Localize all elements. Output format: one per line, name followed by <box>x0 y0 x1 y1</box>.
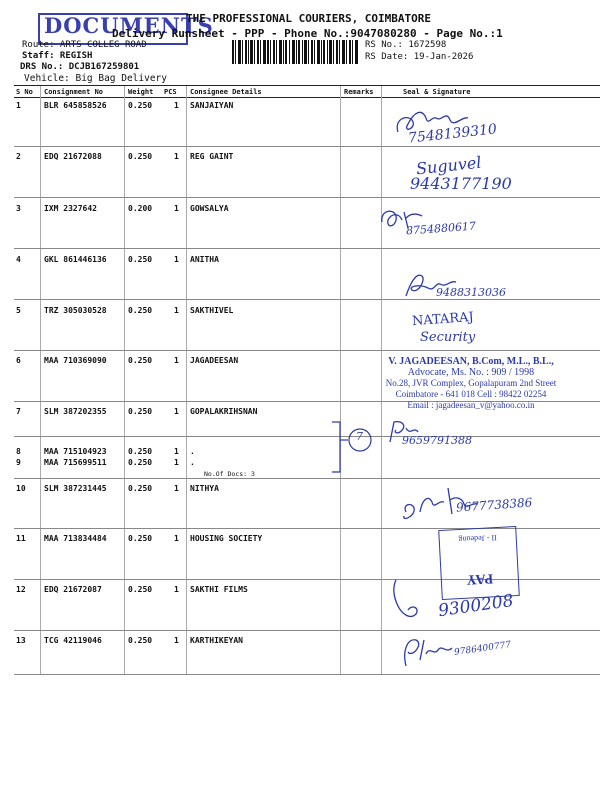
handwritten-name-2: Suguvel <box>415 152 483 179</box>
row-divider <box>14 436 600 437</box>
barcode <box>232 40 360 64</box>
row-8-sno: 8 <box>16 447 21 456</box>
col-seal-header: Seal & Signature <box>403 88 471 96</box>
row-13-consignment: TCG 42119046 <box>44 636 102 645</box>
row-8-pcs: 1 <box>174 447 179 456</box>
handwritten-phone-3: 8754880617 <box>405 219 477 238</box>
row-9-consignment: MAA 715699511 <box>44 458 107 467</box>
handwritten-phone-13: 9786400777 <box>453 640 512 658</box>
handwritten-phone-7: 9659791388 <box>402 434 472 447</box>
row-10-consignee: NITHYA <box>190 484 219 493</box>
row-7-weight: 0.250 <box>128 407 153 416</box>
row-2-consignee: REG GAINT <box>190 152 234 161</box>
row-13-sno: 13 <box>16 636 26 645</box>
documents-stamp: DOCUMENTS <box>44 13 214 38</box>
row-2-consignment: EDQ 21672088 <box>44 152 102 161</box>
col-remarks-header: Remarks <box>344 88 374 96</box>
route: Route: ARTS COLLEG ROAD <box>22 40 147 50</box>
row-divider <box>14 248 600 249</box>
row-divider <box>14 674 600 675</box>
row-10-sno: 10 <box>16 484 26 493</box>
row-11-consignee: HOUSING SOCIETY <box>190 534 263 543</box>
col-pcs-header: PCS <box>164 88 177 96</box>
row-6-consignment: MAA 710369090 <box>44 356 107 365</box>
handwritten-phone-12: 9300208 <box>436 590 515 622</box>
col-weight-header: Weight <box>128 88 154 96</box>
row-5-consignee: SAKTHIVEL <box>190 306 234 315</box>
row-1-consignment: BLR 645858526 <box>44 101 107 110</box>
advocate-stamp-line2: Advocate, Ms. No. : 909 / 1998 <box>407 367 535 378</box>
row-13-weight: 0.250 <box>128 636 153 645</box>
company-name: THE PROFESSIONAL COURIERS, COIMBATORE <box>186 12 432 25</box>
row-11-pcs: 1 <box>174 534 179 543</box>
row-1-sno: 1 <box>16 101 21 110</box>
row-4-pcs: 1 <box>174 255 179 264</box>
row-3-pcs: 1 <box>174 204 179 213</box>
runsheet-title: Delivery Runsheet - PPP - Phone No.:9047080280 - Page No.:1 <box>112 27 503 40</box>
row-12-weight: 0.250 <box>128 585 153 594</box>
pay-stamp <box>438 526 520 600</box>
row-3-consignee: GOWSALYA <box>190 204 229 213</box>
advocate-stamp <box>360 356 582 411</box>
row-6-sno: 6 <box>16 356 21 365</box>
handwritten-note-5b: Security <box>420 330 476 345</box>
row-10-pcs: 1 <box>174 484 179 493</box>
advocate-stamp-line3: No.28, JVR Complex, Gopalapuram 2nd Street <box>385 378 557 388</box>
advocate-stamp-line5: Email : jagadeesan_v@yahoo.co.in <box>407 400 535 410</box>
vehicle: Vehicle: Big Bag Delivery <box>24 73 167 84</box>
handwritten-phone-2: 9443177190 <box>410 174 512 193</box>
row-8-consignee: . <box>190 447 195 456</box>
row-12-consignment: EDQ 21672087 <box>44 585 102 594</box>
col-divider <box>340 86 341 674</box>
row-2-weight: 0.250 <box>128 152 153 161</box>
row-4-consignment: GKL 861446136 <box>44 255 107 264</box>
row-10-weight: 0.250 <box>128 484 153 493</box>
table-top-rule <box>14 85 600 86</box>
row-6-weight: 0.250 <box>128 356 153 365</box>
row-8-weight: 0.250 <box>128 447 153 456</box>
rs-number: RS No.: 1672598 <box>365 40 447 50</box>
col-divider <box>186 86 187 674</box>
row-5-weight: 0.250 <box>128 306 153 315</box>
row-6-pcs: 1 <box>174 356 179 365</box>
signature-12 <box>386 576 434 626</box>
handwritten-note-5: NATARAJ <box>411 309 475 330</box>
row-4-weight: 0.250 <box>128 255 153 264</box>
staff: Staff: REGISH <box>22 51 93 61</box>
row-13-consignee: KARTHIKEYAN <box>190 636 243 645</box>
row-2-sno: 2 <box>16 152 21 161</box>
col-consignment-header: Consignment No <box>44 88 104 96</box>
remark-circled-number: 7 <box>356 430 363 443</box>
pay-stamp-top: II - Jedeung <box>458 533 498 545</box>
advocate-stamp-line4: Coimbatore - 641 018 Cell : 98422 02254 <box>395 389 547 399</box>
row-1-consignee: SANJAIYAN <box>190 101 234 110</box>
row-1-weight: 0.250 <box>128 101 153 110</box>
row-7-consignee: GOPALAKRIHSNAN <box>190 407 258 416</box>
row-9-sno: 9 <box>16 458 21 467</box>
row-12-consignee: SAKTHI FILMS <box>190 585 248 594</box>
row-13-pcs: 1 <box>174 636 179 645</box>
row-5-sno: 5 <box>16 306 21 315</box>
row-10-consignment: SLM 387231445 <box>44 484 107 493</box>
row-8-consignment: MAA 715104923 <box>44 447 107 456</box>
row-divider <box>14 478 600 479</box>
table-header-rule <box>14 97 600 98</box>
row-7-pcs: 1 <box>174 407 179 416</box>
drs-number: DRS No.: DCJB167259801 <box>20 62 140 72</box>
row-4-sno: 4 <box>16 255 21 264</box>
signature-13 <box>398 630 458 674</box>
col-consignee-header: Consignee Details <box>190 88 262 96</box>
row-9-weight: 0.250 <box>128 458 153 467</box>
row-divider <box>14 146 600 147</box>
row-divider <box>14 299 600 300</box>
no-of-docs: No.Of Docs: 3 <box>204 470 255 478</box>
handwritten-phone-4: 9488313036 <box>436 286 506 299</box>
row-12-sno: 12 <box>16 585 26 594</box>
col-divider <box>40 86 41 674</box>
row-11-sno: 11 <box>16 534 26 543</box>
row-divider <box>14 197 600 198</box>
row-11-consignment: MAA 713834484 <box>44 534 107 543</box>
col-sno-header: S No <box>16 88 33 96</box>
advocate-stamp-line1: V. JAGADEESAN, B.Com, M.L., B.L., <box>388 356 554 367</box>
handwritten-phone-1: 7548139310 <box>407 121 498 147</box>
rs-date: RS Date: 19-Jan-2026 <box>365 52 474 62</box>
col-divider <box>124 86 125 674</box>
row-5-consignment: TRZ 305030528 <box>44 306 107 315</box>
pay-stamp-main: PAY <box>466 570 494 587</box>
row-4-consignee: ANITHA <box>190 255 219 264</box>
row-3-weight: 0.200 <box>128 204 153 213</box>
row-3-sno: 3 <box>16 204 21 213</box>
row-9-pcs: 1 <box>174 458 179 467</box>
row-7-consignment: SLM 387202355 <box>44 407 107 416</box>
row-3-consignment: IXM 2327642 <box>44 204 97 213</box>
row-11-weight: 0.250 <box>128 534 153 543</box>
row-divider <box>14 350 600 351</box>
bracket-mark <box>318 420 378 476</box>
row-divider <box>14 630 600 631</box>
row-1-pcs: 1 <box>174 101 179 110</box>
row-6-consignee: JAGADEESAN <box>190 356 239 365</box>
row-9-consignee: . <box>190 458 195 467</box>
row-5-pcs: 1 <box>174 306 179 315</box>
handwritten-phone-10: 9677738386 <box>455 495 533 515</box>
row-7-sno: 7 <box>16 407 21 416</box>
row-2-pcs: 1 <box>174 152 179 161</box>
row-12-pcs: 1 <box>174 585 179 594</box>
